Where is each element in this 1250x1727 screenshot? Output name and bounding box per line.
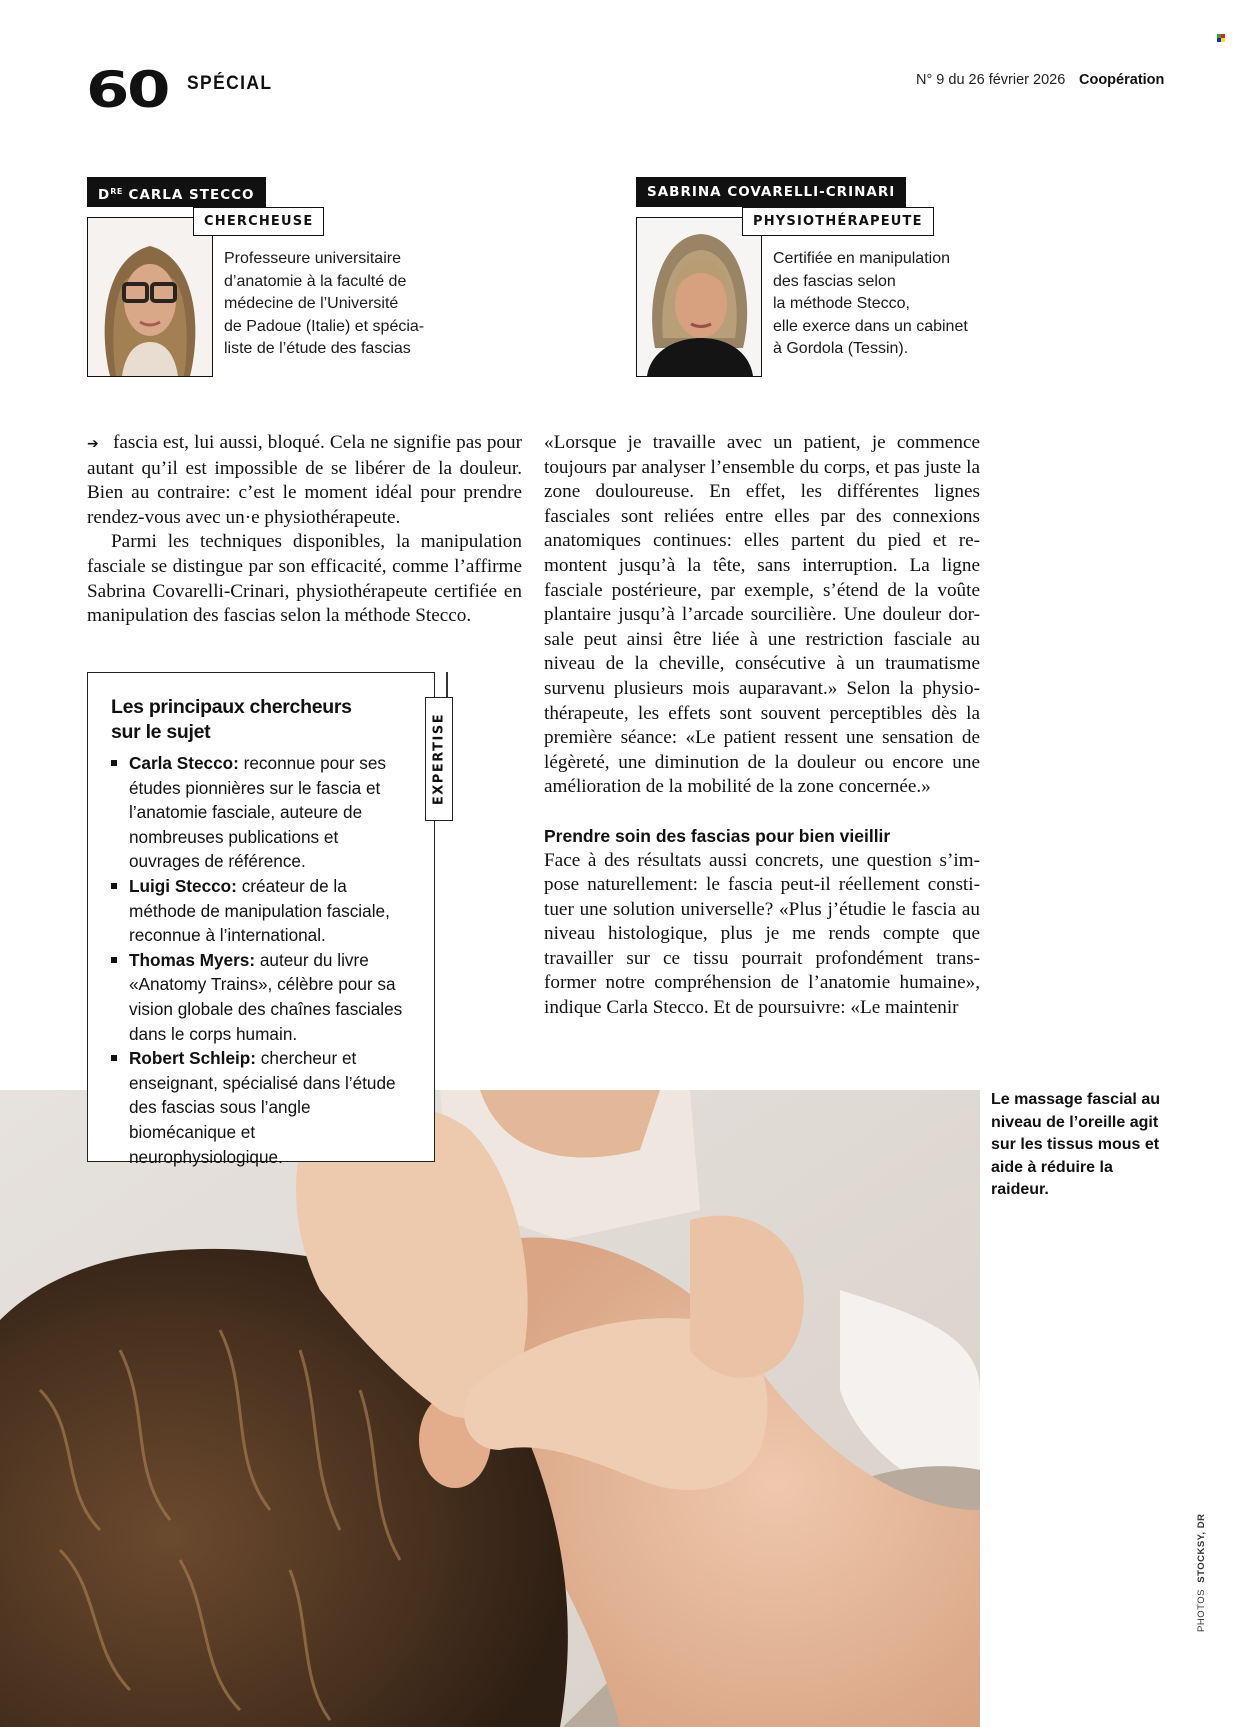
expertise-tag: EXPERTISE <box>425 697 453 821</box>
issue-info: N° 9 du 26 février 2026 <box>916 72 1066 88</box>
expertise-box <box>87 672 435 1167</box>
expertise-tag-line <box>446 672 448 697</box>
article-column-1 <box>87 431 522 629</box>
article-paragraph: Parmi les techniques disponibles, la manipulation fasciale se distingue par son efficacité, comme l’affirme Sabrina Covarelli-Crinari, physiothérapeute certifiée en manipulation des fascias selon la méthode Stecco. <box>87 531 522 627</box>
photo-caption: Le massage fascial au niveau de l’oreille agit sur les tissus mous et aide à réduire la raideur. <box>991 1091 1160 1198</box>
profile-name-tag: DRE CARLA STECCO <box>87 177 266 207</box>
profile-bio: Certifiée en manipulation des fascias selon la méthode Stecco, elle exerce dans un cabinet à Gordola (Tessin). <box>773 250 968 358</box>
section-title: SPÉCIAL <box>187 73 273 94</box>
expertise-box-title: Les principaux chercheurs sur le sujet <box>111 696 352 743</box>
profile-role-tag: CHERCHEUSE <box>193 207 324 236</box>
list-item: Luigi Stecco: créateur de la méthode de manipulation fasciale, reconnue à l’international. <box>111 874 411 948</box>
article-subheading: Prendre soin des fascias pour bien vieillir <box>544 825 891 846</box>
square-bullet-icon <box>111 883 117 889</box>
profile-photo-sabrina-covarelli-crinari <box>636 217 762 377</box>
profile-bio: Professeure universitaire d’anatomie à la faculté de médecine de l’Université de Padoue (Italie) et spécia- liste de l’étude des fascias <box>224 250 425 358</box>
square-bullet-icon <box>111 957 117 963</box>
right-arrow-icon: ➔ <box>87 436 99 452</box>
square-bullet-icon <box>111 760 117 766</box>
massage-photo <box>0 1090 980 1727</box>
article-column-2 <box>544 431 980 1021</box>
article-paragraph: Face à des résultats aussi concrets, une question s’im-pose naturellement: le fascia peut-il réellement consti-tuer une solution universelle? «Plus j’étudie le fascia au niveau histologique, plus je me rends compte que travailler sur ce tissu pourrait profondément trans-former notre compréhension de l’anatomie humaine», indique Carla Stecco. Et de poursuivre: «Le maintenir <box>544 849 980 1019</box>
ear-massage-image <box>0 1090 980 1727</box>
researcher-list <box>111 751 411 1169</box>
profile-role-tag: PHYSIOTHÉRAPEUTE <box>742 207 934 236</box>
list-item: Robert Schleip: chercheur et enseignant, spécialisé dans l’étude des fascias sous l’angle biomécanique et neurophysiologique. <box>111 1046 411 1169</box>
magazine-brand: Coopération <box>1079 72 1165 88</box>
article-paragraph: «Lorsque je travaille avec un patient, je commence toujours par analyser l’ensemble du corps, et pas juste la zone douloureuse. En effet, les différentes lignes fasciales sont reliées entre elles par des connexions anatomiques continues: elles partent du pied et re-montent jusqu’à la tête, sans interruption. La ligne fasciale postérieure, par exemple, s’étend de la voûte plantaire jusqu’à l’arcade sourcilière. Une douleur dor-sale peut ainsi être liée à une restriction fasciale au niveau de la cheville, consécutive à un traumatisme survenu plusieurs mois auparavant.» Selon la physio-thérapeute, les effets sont souvent perceptibles dès la première séance: «Le patient ressent une sensation de légèreté, une diminution de la douleur ou encore une amélioration de la mobilité de la zone concernée.» <box>544 432 980 798</box>
color-registration-mark <box>1217 34 1225 42</box>
profile-name-tag: SABRINA COVARELLI-CRINARI <box>636 177 906 207</box>
page-number: 60 <box>86 61 168 119</box>
list-item: Carla Stecco: reconnue pour ses études pionnières sur le fascia et l’anatomie fasciale, auteure de nombreuses publications et ouvrages de référence. <box>111 751 411 874</box>
portrait-image <box>637 218 761 376</box>
list-item: Thomas Myers: auteur du livre «Anatomy Trains», célèbre pour sa vision globale des chaînes fasciales dans le corps humain. <box>111 948 411 1046</box>
article-paragraph: fascia est, lui aussi, bloqué. Cela ne signifie pas pour autant qu’il est impossible de se libérer de la douleur. Bien au contraire: c’est le moment idéal pour prendre rendez-vous avec un·e physiothérapeute. <box>87 432 522 528</box>
photo-credit: PHOTOS STOCKSY, DR <box>1196 1513 1207 1632</box>
square-bullet-icon <box>111 1055 117 1061</box>
portrait-image <box>88 218 212 376</box>
profile-photo-carla-stecco <box>87 217 213 377</box>
